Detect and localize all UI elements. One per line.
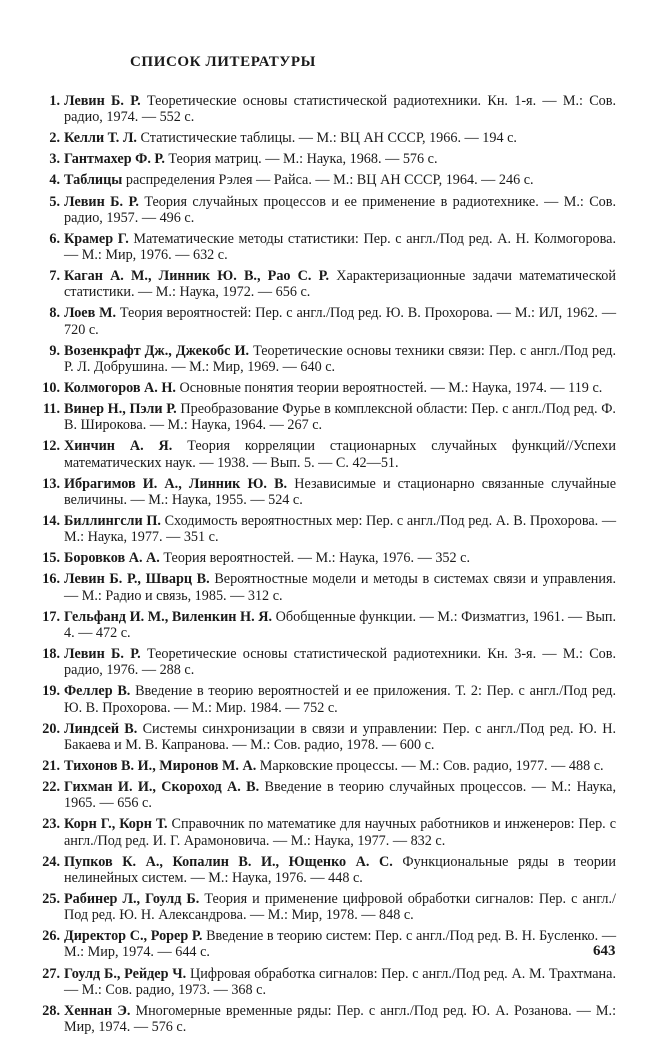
reference-item (26, 343, 616, 375)
reference-item (26, 380, 616, 396)
page-title: СПИСОК ЛИТЕРАТУРЫ (130, 54, 317, 70)
page-number: 643 (593, 943, 616, 959)
reference-text: Основные понятия теории вероятностей. — М.: Наука, 1974. — 119 с. (179, 380, 603, 397)
reference-number: 9. (49, 342, 60, 359)
reference-authors: Биллингсли П. (64, 513, 161, 530)
reference-text: Цифровая обработка сигналов: Пер. с англ./Под ред. А. М. Трахтмана. — М.: Сов. радио, 1973. — 368 с. (64, 965, 616, 998)
reference-text: Теория вероятностей. — М.: Наука, 1976. — 352 с. (163, 550, 470, 567)
reference-number: 17. (42, 608, 60, 625)
reference-number: 2. (49, 130, 60, 147)
reference-authors: Тихонов В. И., Миронов М. А. (64, 757, 257, 774)
reference-number: 19. (42, 683, 60, 700)
reference-number: 24. (42, 853, 60, 870)
reference-authors: Каган А. М., Линник Ю. В., Рао С. Р. (64, 268, 330, 285)
reference-item (26, 550, 616, 566)
reference-item (26, 476, 616, 508)
reference-authors: Левин Б. Р. (64, 646, 141, 663)
reference-text: Преобразование Фурье в комплексной области: Пер. с англ./Под ред. Ф. В. Широкова. — М.: Наука, 1964. — 267 с. (64, 401, 616, 434)
reference-authors: Гантмахер Ф. Р. (64, 151, 165, 168)
reference-number: 16. (42, 571, 60, 588)
reference-authors: Хеннан Э. (64, 1002, 131, 1019)
reference-item (26, 1003, 616, 1035)
reference-authors: Директор С., Рорер Р. (64, 928, 203, 945)
reference-item (26, 401, 616, 433)
reference-number: 13. (42, 475, 60, 492)
reference-item (26, 646, 616, 678)
reference-number: 15. (42, 550, 60, 567)
reference-number: 20. (42, 720, 60, 737)
reference-text: Теория и применение цифровой обработки сигналов: Пер. с англ./Под ред. Ю. Н. Александрова. — М.: Мир, 1978. — 848 с. (64, 890, 616, 924)
reference-item (26, 305, 616, 337)
reference-number: 1. (49, 93, 60, 109)
reference-number: 18. (42, 646, 60, 663)
reference-text: Теория вероятностей: Пер. с англ./Под ред. Ю. В. Прохорова. — М.: ИЛ, 1962. — 720 с. (64, 305, 617, 338)
reference-text: Сходимость вероятностных мер: Пер. с англ./Под ред. А. В. Прохорова. — М.: Наука, 1977. — 351 с. (64, 513, 617, 546)
reference-text: Многомерные временные ряды: Пер. с англ./Под ред. Ю. А. Розанова. — М.: Мир, 1974. — 576 с. (64, 1002, 617, 1035)
reference-text: распределения Рэлея — Райса. — М.: ВЦ АН СССР, 1964. — 246 с. (125, 172, 534, 189)
reference-number: 27. (42, 965, 60, 982)
reference-text: Теория матриц. — М.: Наука, 1968. — 576 с. (168, 151, 438, 168)
reference-text: Введение в теорию случайных процессов. — М.: Наука, 1965. — 656 с. (64, 779, 616, 812)
reference-authors: Левин Б. Р., Шварц В. (64, 571, 210, 588)
reference-item (26, 779, 616, 811)
reference-text: Теория случайных процессов и ее применение в радиотехнике. — М.: Сов. радио, 1957. — 496 с. (64, 193, 616, 226)
reference-item (26, 609, 616, 641)
reference-item (26, 966, 616, 998)
reference-authors: Хинчин А. Я. (64, 438, 173, 455)
reference-item (26, 891, 616, 923)
reference-list (26, 93, 616, 1040)
reference-text: Теория корреляции стационарных случайных функций//Успехи математических наук. — 1938. — Вып. 5. — С. 42—51. (64, 438, 616, 471)
reference-text: Теоретические основы статистической радиотехники. Кн. 1-я. — М.: Сов. радио, 1974. — 552 с. (64, 93, 616, 126)
reference-authors: Боровков А. А. (64, 550, 160, 567)
reference-item (26, 231, 616, 263)
reference-item (26, 854, 616, 886)
reference-authors: Ибрагимов И. А., Линник Ю. В. (64, 475, 288, 492)
reference-text: Теоретические основы техники связи: Пер. с англ./Под ред. Р. Л. Добрушина. — М.: Мир, 1969. — 640 с. (64, 342, 617, 375)
reference-text: Характеризационные задачи математической статистики. — М.: Наука, 1972. — 656 с. (64, 268, 616, 301)
reference-number: 4. (49, 172, 60, 189)
reference-number: 6. (49, 230, 60, 247)
reference-text: Обобщенные функции. — М.: Физматгиз, 1961. — Вып. 4. — 472 с. (64, 608, 616, 641)
reference-item (26, 816, 616, 848)
reference-number: 11. (43, 401, 60, 418)
reference-number: 8. (49, 305, 60, 322)
reference-number: 25. (42, 890, 60, 907)
reference-item (26, 268, 616, 300)
reference-authors: Возенкрафт Дж., Джекобс И. (64, 342, 250, 359)
reference-text: Справочник по математике для научных работников и инженеров: Пер. с англ./Под ред. И. Г. Арамоновича. — М.: Наука, 1977. — 832 с. (64, 816, 616, 849)
reference-text: Теоретические основы статистической радиотехники. Кн. 3-я. — М.: Сов. радио, 1976. — 288 с. (64, 646, 616, 679)
reference-number: 23. (42, 816, 60, 833)
reference-authors: Пупков К. А., Копалин В. И., Ющенко А. С. (64, 853, 393, 870)
reference-item (26, 683, 616, 715)
reference-authors: Таблицы (64, 172, 123, 189)
reference-text: Математические методы статистики: Пер. с англ./Под ред. А. Н. Колмогорова. — М.: Мир, 1976. — 632 с. (64, 230, 616, 264)
reference-authors: Левин Б. Р. (64, 93, 141, 109)
reference-number: 14. (42, 513, 60, 530)
reference-text: Введение в теорию систем: Пер. с англ./Под ред. В. Н. Бусленко. — М.: Мир, 1974. — 644 с. (64, 928, 617, 961)
reference-authors: Феллер В. (64, 683, 131, 700)
reference-item (26, 721, 616, 753)
reference-number: 10. (42, 380, 60, 397)
reference-number: 21. (42, 757, 60, 774)
reference-item (26, 571, 616, 603)
reference-number: 7. (49, 268, 60, 285)
reference-number: 12. (42, 438, 60, 455)
reference-authors: Рабинер Л., Гоулд Б. (64, 890, 200, 907)
reference-authors: Линдсей В. (64, 720, 138, 737)
reference-text: Вероятностные модели и методы в системах связи и управления. — М.: Радио и связь, 1985. — 312 с. (64, 571, 617, 604)
reference-number: 26. (42, 928, 60, 945)
reference-authors: Келли Т. Л. (64, 130, 137, 147)
reference-authors: Корн Г., Корн Т. (64, 816, 168, 833)
reference-text: Функциональные ряды в теории нелинейных систем. — М.: Наука, 1976. — 448 с. (64, 853, 616, 886)
reference-item (26, 172, 616, 188)
reference-text: Независимые и стационарно связанные случайные величины. — М.: Наука, 1955. — 524 с. (64, 475, 616, 508)
reference-authors: Лоев М. (64, 305, 117, 322)
reference-item (26, 758, 616, 774)
reference-authors: Гельфанд И. М., Виленкин Н. Я. (64, 608, 273, 625)
reference-authors: Винер Н., Пэли Р. (64, 401, 177, 418)
reference-item (26, 130, 616, 146)
reference-number: 28. (42, 1002, 60, 1019)
reference-number: 5. (49, 193, 60, 210)
reference-authors: Колмогоров А. Н. (64, 380, 176, 397)
reference-item (26, 151, 616, 167)
reference-number: 3. (49, 151, 60, 168)
reference-number: 22. (42, 779, 60, 796)
reference-text: Системы синхронизации в связи и управлении: Пер. с англ./Под ред. Ю. Н. Бакаева и М. В. Капранова. — М.: Сов. радио, 1978. — 600 с. (64, 720, 616, 753)
reference-text: Статистические таблицы. — М.: ВЦ АН СССР, 1966. — 194 с. (140, 130, 517, 147)
reference-item (26, 93, 616, 125)
reference-item (26, 194, 616, 226)
reference-authors: Левин Б. Р. (64, 193, 139, 210)
reference-authors: Гоулд Б., Рейдер Ч. (64, 965, 187, 982)
reference-item (26, 513, 616, 545)
reference-text: Введение в теорию вероятностей и ее приложения. Т. 2: Пер. с англ./Под ред. Ю. В. Прохорова. — М.: Мир. 1984. — 752 с. (64, 683, 616, 716)
reference-authors: Гихман И. И., Скороход А. В. (64, 779, 260, 796)
reference-item (26, 928, 616, 960)
reference-authors: Крамер Г. (64, 230, 129, 247)
reference-text: Марковские процессы. — М.: Сов. радио, 1977. — 488 с. (259, 757, 604, 774)
reference-item (26, 438, 616, 470)
